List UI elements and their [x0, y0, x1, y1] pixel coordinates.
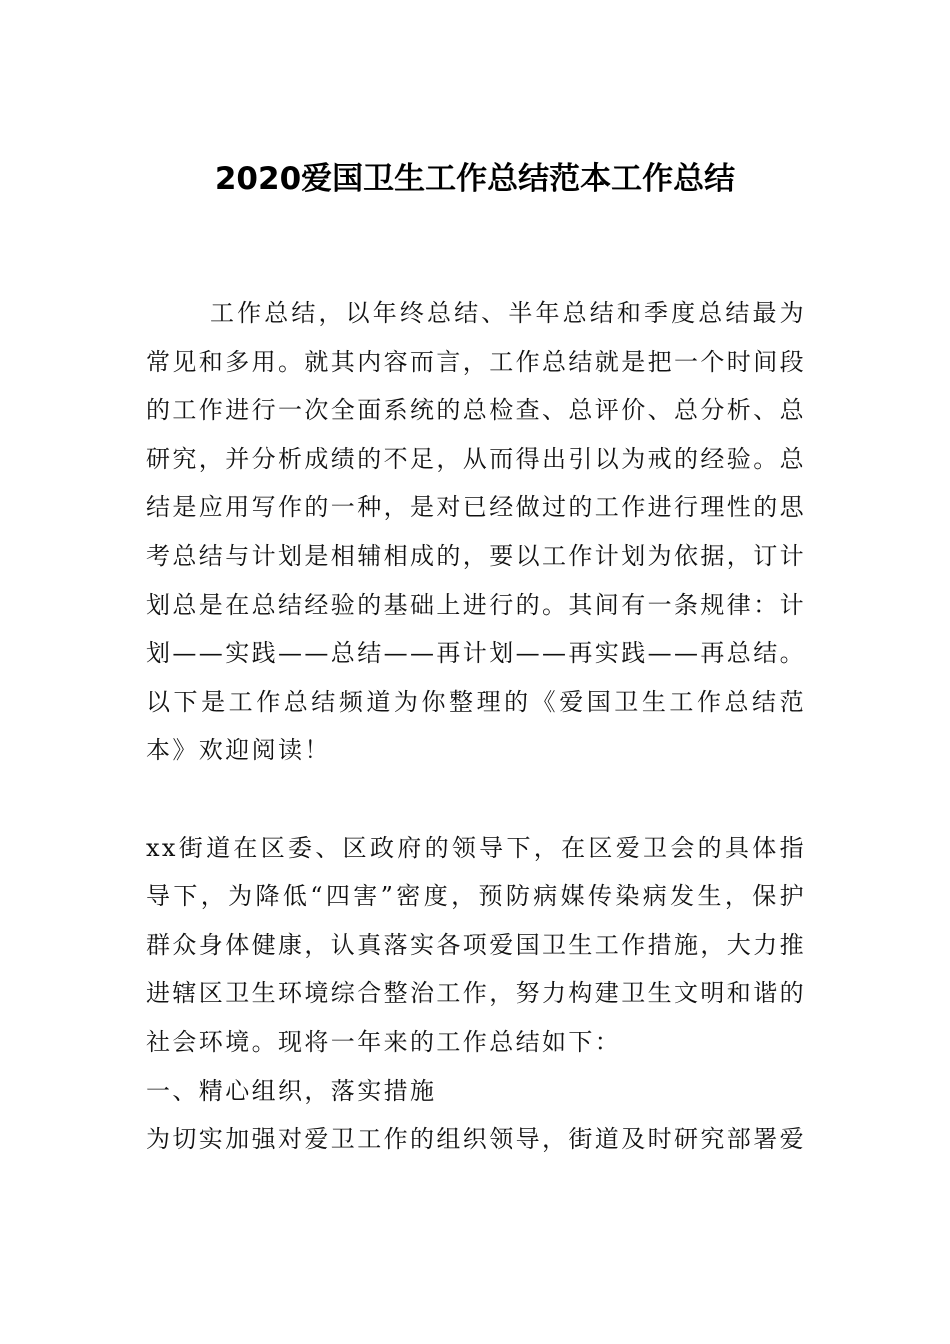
- body-paragraph-2: 为切实加强对爱卫工作的组织领导，街道及时研究部署爱: [146, 1125, 806, 1154]
- document-body: [146, 289, 806, 1164]
- document-title: 2020爱国卫生工作总结范本工作总结: [214, 161, 736, 197]
- intro-paragraph: 工作总结，以年终总结、半年总结和季度总结最为常见和多用。就其内容而言，工作总结就是把一个时间段的工作进行一次全面系统的总检查、总评价、总分析、总研究，并分析成绩的不足，从而得出引以为戒的经验。总结是应用写作的一种，是对已经做过的工作进行理性的思考总结与计划是相辅相成的，要以工作计划为依据，订计划总是在总结经验的基础上进行的。其间有一条规律：计划——实践——总结——再计划——再实践——再总结。以下是工作总结频道为你整理的《爱国卫生工作总结范本》欢迎阅读！: [146, 299, 806, 765]
- paragraph-spacer: [146, 775, 806, 824]
- section-heading-1: 一、精心组织，落实措施: [146, 1076, 437, 1105]
- body-paragraph-1: xx街道在区委、区政府的领导下，在区爱卫会的具体指导下，为降低“四害”密度，预防病媒传染病发生，保护群众身体健康，认真落实各项爱国卫生工作措施，大力推进辖区卫生环境综合整治工作，努力构建卫生文明和谐的社会环境。现将一年来的工作总结如下：: [146, 833, 806, 1056]
